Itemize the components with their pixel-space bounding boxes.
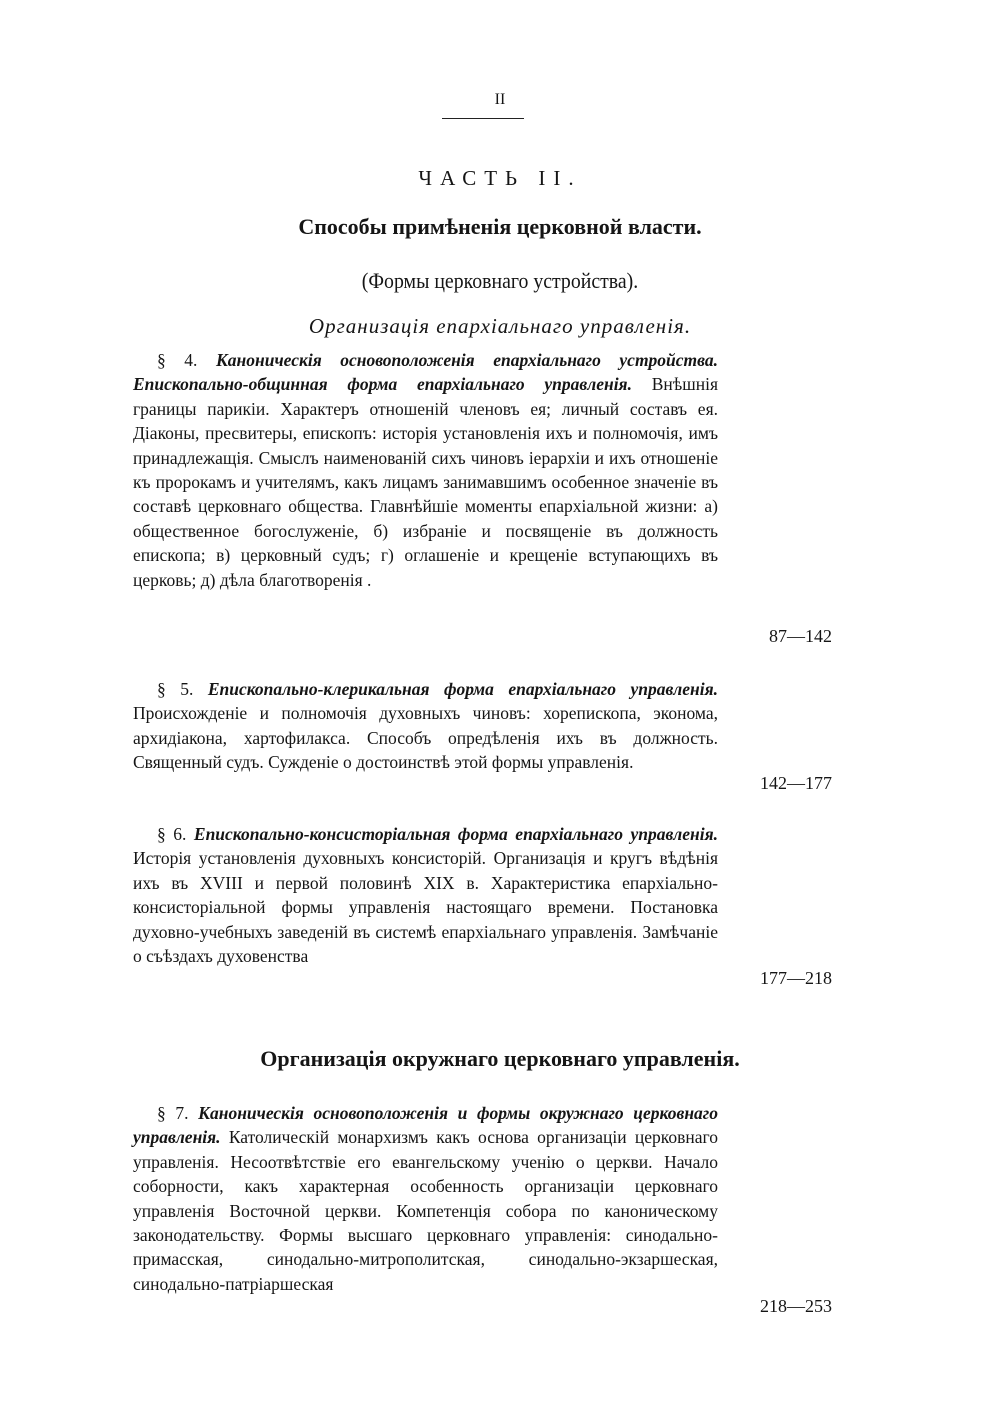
entry-title: Епископально-консисторіальная форма епархіальнаго управленія. [193, 824, 719, 844]
entry-number: § 4. [157, 350, 198, 370]
part-parenthetical: (Формы церковнаго устройства). [361, 268, 639, 293]
entry-paragraph [133, 822, 718, 968]
entry-text: Внѣшнія границы парикіи. Характеръ отношеній членовъ ея; личный составъ ея. Діаконы, пресвитеры, епископъ: исторія установленія ихъ и полномочія, имъ принадлежащія. Смыслъ наименованій сихъ чиновъ іерархіи и ихъ отношеніе къ пророкамъ и учителямъ, какъ лицамъ занимавшимъ особенное значеніе въ составѣ церковнаго общества. Главнѣйшіе моменты епархіальной жизни: а) общественное богослуженіе, б) избраніе и посвященіе въ должность епископа; в) церковный судъ; г) оглашеніе и крещеніе вступающихъ въ церковь; д) дѣла благотворенія . [133, 374, 718, 590]
entry-number: § 5. [157, 679, 194, 699]
entry-title: Каноническія основоположенія епархіальнаго устройства. Епископально-общинная форма епархіальнаго управленія. [133, 350, 718, 395]
entry-text: Исторія установленія духовныхъ консисторій. Организація и кругъ вѣдѣнія ихъ въ XVIII и первой половинѣ XIX в. Характеристика епархіально-консисторіальной формы управленія настоящаго времени. Постановка духовно-учебныхъ заведеній въ системѣ епархіальнаго управленія. Замѣчаніе о съѣздахъ духовенства [133, 848, 718, 967]
section-heading-district: Организація окружнаго церковнаго управленія. [260, 1046, 740, 1071]
entry-pages-5: 142—177 [760, 773, 832, 793]
toc-entry-7 [133, 1101, 718, 1296]
toc-entry-4 [133, 348, 718, 592]
entry-paragraph [133, 348, 718, 592]
entry-pages-7: 218—253 [760, 1296, 832, 1316]
toc-entry-5 [133, 677, 718, 775]
entry-text: Католическій монархизмъ какъ основа организаціи церковнаго управленія. Несоотвѣтствіе его евангельскому ученію о церкви. Начало соборности, какъ характерная особенность организаціи церковнаго управленія Восточной церкви. Компетенція собора по каноническому законодательству. Формы высшаго церковнаго управленія: синодально-примасская, синодально-митрополитская, синодально-экзаршеская, синодально-патріаршеская [133, 1127, 718, 1294]
entry-pages-6: 177—218 [760, 968, 832, 988]
entry-number: § 6. [157, 824, 187, 844]
entry-pages-4: 87—142 [769, 626, 832, 646]
entry-paragraph [133, 1101, 718, 1296]
page-number: II [494, 91, 506, 108]
entry-number: § 7. [157, 1103, 189, 1123]
header-rule [442, 118, 524, 119]
entry-text: Происхожденіе и полномочія духовныхъ чиновъ: хорепископа, эконома, архидіакона, хартофилакса. Способъ опредѣленія ихъ въ должность. Священный судъ. Сужденіе о достоинствѣ этой формы управленія. [133, 703, 718, 773]
toc-entry-6 [133, 822, 718, 968]
entry-title: Каноническія основоположенія и формы окружнаго церковнаго управленія. [133, 1103, 718, 1148]
part-subtitle: Способы примѣненія церковной власти. [298, 214, 702, 239]
part-title: ЧАСТЬ II. [418, 166, 582, 190]
section-heading-diocesan: Организація епархіальнаго управленія. [308, 314, 692, 338]
entry-paragraph [133, 677, 718, 775]
entry-title: Епископально-клерикальная форма епархіальнаго управленія. [207, 679, 719, 699]
